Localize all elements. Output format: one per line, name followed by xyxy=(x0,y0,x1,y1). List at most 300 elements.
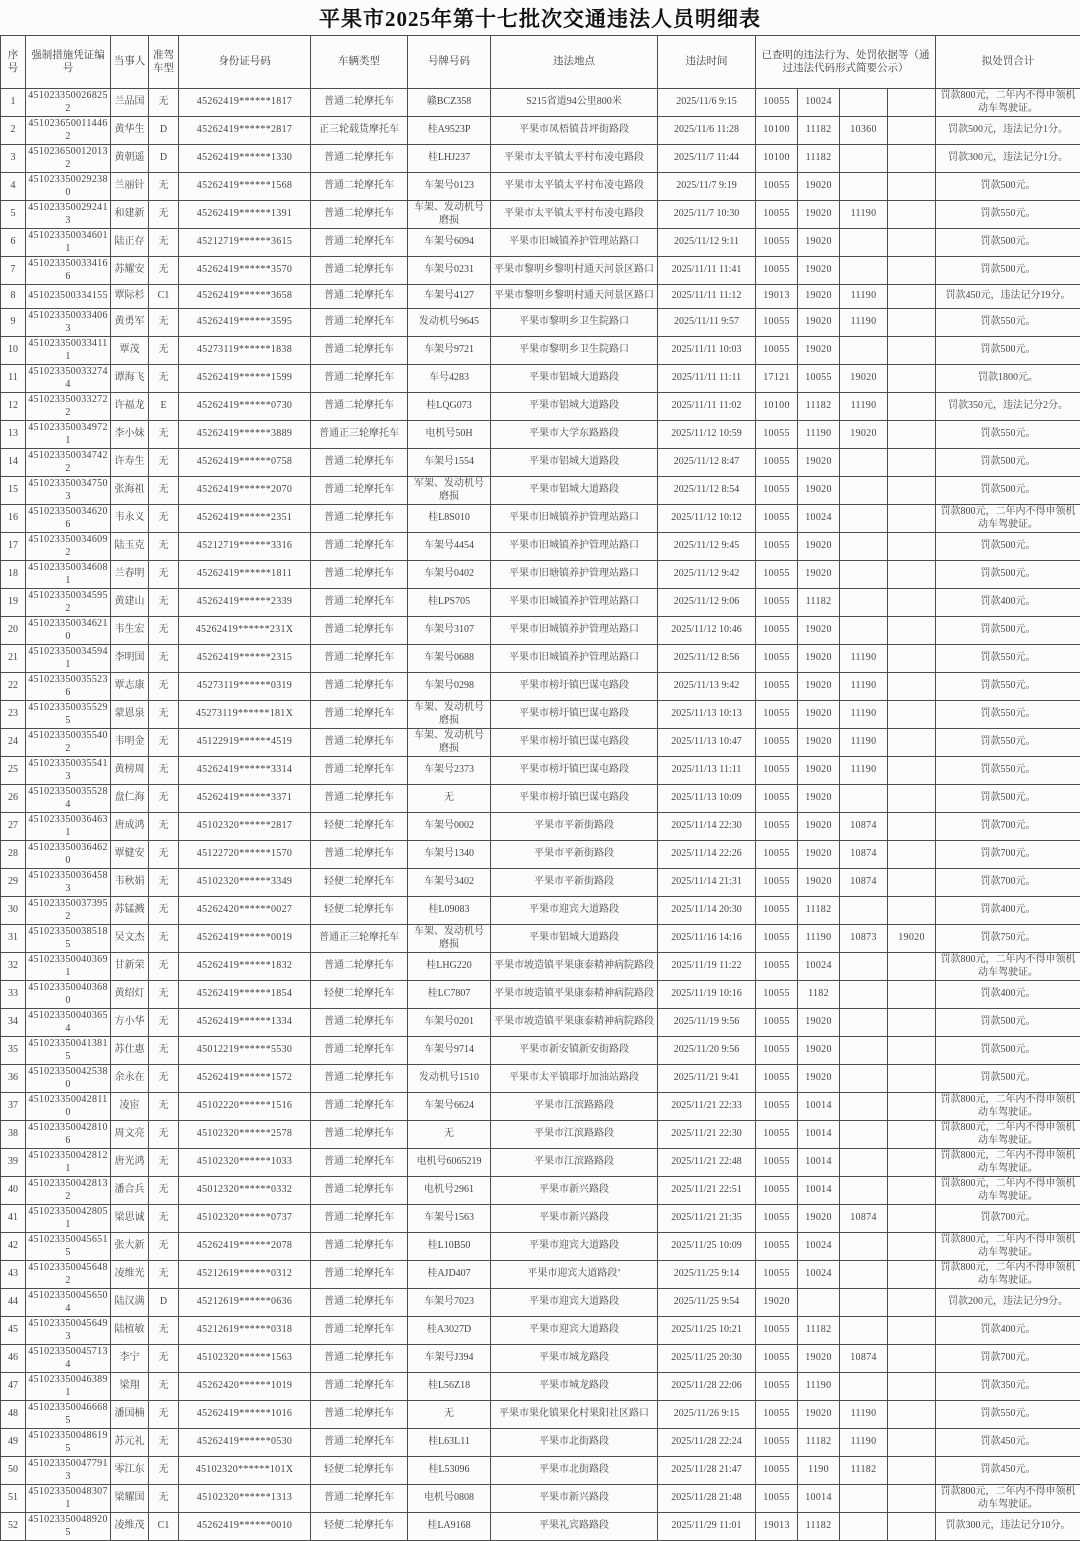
cell-party: 韦生宏 xyxy=(111,617,149,645)
cell-seq: 27 xyxy=(1,813,26,841)
cell-location: 平果市黎明乡卫生院路口 xyxy=(491,309,658,337)
cell-vehicle-type: 普通二轮摩托车 xyxy=(311,229,408,257)
cell-license-type: 无 xyxy=(149,589,179,617)
cell-plate-no: 车架号9721 xyxy=(408,337,491,365)
cell-seq: 4 xyxy=(1,173,26,201)
cell-plate-no: 车架号7023 xyxy=(408,1289,491,1317)
cell-penalty: 罚款700元。 xyxy=(936,813,1080,841)
cell-license-type: 无 xyxy=(149,645,179,673)
header-location: 违法地点 xyxy=(491,36,658,89)
cell-code-4 xyxy=(888,1457,936,1485)
cell-code-4 xyxy=(888,1065,936,1093)
cell-code-3 xyxy=(840,1289,888,1317)
cell-seq: 36 xyxy=(1,1065,26,1093)
cell-plate-no: 车架号0201 xyxy=(408,1009,491,1037)
cell-code-1: 10055 xyxy=(756,1261,798,1289)
cell-penalty: 罚款400元。 xyxy=(936,897,1080,925)
cell-code-3 xyxy=(840,533,888,561)
cell-code-2: 10055 xyxy=(798,365,840,393)
cell-voucher: 4510233500346081 xyxy=(26,561,111,589)
cell-plate-no: 桂AJD407 xyxy=(408,1261,491,1289)
cell-code-3: 11190 xyxy=(840,1429,888,1457)
header-vehicle-type: 车辆类型 xyxy=(311,36,408,89)
cell-time: 2025/11/12 8:56 xyxy=(658,645,756,673)
cell-code-4 xyxy=(888,729,936,757)
cell-code-3: 11190 xyxy=(840,673,888,701)
cell-code-3 xyxy=(840,477,888,505)
cell-code-1: 10100 xyxy=(756,117,798,145)
cell-id-number: 45212719******3615 xyxy=(179,229,311,257)
cell-location: 平果市新兴路段 xyxy=(491,1205,658,1233)
cell-code-2: 10014 xyxy=(798,1149,840,1177)
cell-location: 平果市城龙路段 xyxy=(491,1345,658,1373)
cell-time: 2025/11/14 20:30 xyxy=(658,897,756,925)
cell-code-2: 10014 xyxy=(798,1093,840,1121)
cell-code-4 xyxy=(888,617,936,645)
cell-license-type: 无 xyxy=(149,337,179,365)
cell-license-type: 无 xyxy=(149,309,179,337)
cell-id-number: 45262419******2078 xyxy=(179,1233,311,1261)
cell-code-4 xyxy=(888,1037,936,1065)
cell-id-number: 45262419******1334 xyxy=(179,1009,311,1037)
cell-location: 平果市迎宾大道路段’ xyxy=(491,1261,658,1289)
cell-code-4 xyxy=(888,505,936,533)
cell-plate-no: 车架号0231 xyxy=(408,257,491,285)
cell-code-4 xyxy=(888,813,936,841)
cell-code-4 xyxy=(888,1093,936,1121)
cell-voucher: 4510233500486195 xyxy=(26,1429,111,1457)
cell-license-type: 无 xyxy=(149,813,179,841)
cell-code-2: 19020 xyxy=(798,729,840,757)
cell-id-number: 45212619******0318 xyxy=(179,1317,311,1345)
cell-code-2: 11190 xyxy=(798,1373,840,1401)
cell-location: 平果市平新街路段 xyxy=(491,869,658,897)
cell-party: 黄华生 xyxy=(111,117,149,145)
cell-code-2: 11182 xyxy=(798,589,840,617)
cell-time: 2025/11/13 9:42 xyxy=(658,673,756,701)
cell-voucher: 4510233500355402 xyxy=(26,729,111,757)
cell-party: 唐光鸿 xyxy=(111,1149,149,1177)
cell-id-number: 45212619******0636 xyxy=(179,1289,311,1317)
header-seq: 序号 xyxy=(1,36,26,89)
cell-voucher: 4510233500345941 xyxy=(26,645,111,673)
cell-plate-no: 桂LPS705 xyxy=(408,589,491,617)
cell-penalty: 罚款500元，违法记分1分。 xyxy=(936,117,1080,145)
cell-vehicle-type: 普通二轮摩托车 xyxy=(311,1121,408,1149)
cell-party: 梁耀国 xyxy=(111,1485,149,1513)
cell-seq: 19 xyxy=(1,589,26,617)
cell-location: 平果市大学东路路段 xyxy=(491,421,658,449)
cell-code-3 xyxy=(840,1065,888,1093)
cell-code-2: 11182 xyxy=(798,1429,840,1457)
cell-id-number: 45262419******0530 xyxy=(179,1429,311,1457)
table-row xyxy=(1,89,1080,117)
cell-penalty: 罚款500元。 xyxy=(936,1037,1080,1065)
cell-party: 苏耀安 xyxy=(111,257,149,285)
cell-time: 2025/11/21 22:51 xyxy=(658,1177,756,1205)
cell-code-1: 10055 xyxy=(756,841,798,869)
cell-time: 2025/11/12 9:06 xyxy=(658,589,756,617)
cell-seq: 25 xyxy=(1,757,26,785)
header-license-type: 准驾车型 xyxy=(149,36,179,89)
cell-voucher: 4510233500346206 xyxy=(26,505,111,533)
cell-seq: 31 xyxy=(1,925,26,953)
cell-vehicle-type: 普通二轮摩托车 xyxy=(311,393,408,421)
cell-penalty: 罚款800元，二年内不得申领机动车驾驶证。 xyxy=(936,1261,1080,1289)
table-row xyxy=(1,1345,1080,1373)
cell-seq: 7 xyxy=(1,257,26,285)
cell-id-number: 45262419******3658 xyxy=(179,285,311,309)
cell-code-3 xyxy=(840,785,888,813)
cell-location: 平果市旧城镇养护管理站路口 xyxy=(491,229,658,257)
cell-code-3 xyxy=(840,173,888,201)
cell-penalty: 罚款500元。 xyxy=(936,229,1080,257)
cell-id-number: 45102320******1313 xyxy=(179,1485,311,1513)
cell-voucher: 4510233500334111 xyxy=(26,337,111,365)
cell-code-4 xyxy=(888,477,936,505)
cell-voucher: 4510233500292380 xyxy=(26,173,111,201)
cell-seq: 3 xyxy=(1,145,26,173)
cell-code-1: 10055 xyxy=(756,673,798,701)
cell-location: 平果市平新街路段 xyxy=(491,841,658,869)
cell-location: 平果市黎明乡卫生院路口 xyxy=(491,337,658,365)
cell-party: 梁翔 xyxy=(111,1373,149,1401)
cell-penalty: 罚款450元。 xyxy=(936,1429,1080,1457)
cell-code-2: 11182 xyxy=(798,897,840,925)
cell-time: 2025/11/19 10:16 xyxy=(658,981,756,1009)
cell-id-number: 45262419******3371 xyxy=(179,785,311,813)
table-row xyxy=(1,1513,1080,1541)
cell-license-type: 无 xyxy=(149,173,179,201)
cell-voucher: 4510233500347422 xyxy=(26,449,111,477)
cell-seq: 8 xyxy=(1,285,26,309)
cell-party: 凌宦 xyxy=(111,1093,149,1121)
table-row xyxy=(1,477,1080,505)
cell-vehicle-type: 普通二轮摩托车 xyxy=(311,365,408,393)
cell-plate-no: 发动机号9645 xyxy=(408,309,491,337)
cell-code-4 xyxy=(888,1233,936,1261)
cell-code-3: 19020 xyxy=(840,421,888,449)
cell-license-type: 无 xyxy=(149,729,179,757)
cell-party: 黄勇军 xyxy=(111,309,149,337)
cell-code-3 xyxy=(840,1009,888,1037)
table-row xyxy=(1,309,1080,337)
cell-time: 2025/11/7 11:44 xyxy=(658,145,756,173)
cell-plate-no: 无 xyxy=(408,785,491,813)
cell-id-number: 45262419******1599 xyxy=(179,365,311,393)
cell-plate-no: 桂LA9168 xyxy=(408,1513,491,1541)
cell-code-4 xyxy=(888,89,936,117)
cell-location: 平果市旧城镇养护管理站路口 xyxy=(491,505,658,533)
cell-seq: 46 xyxy=(1,1345,26,1373)
cell-time: 2025/11/28 22:24 xyxy=(658,1429,756,1457)
cell-location: 平果市坡造镇平果康泰精神病院路段 xyxy=(491,1009,658,1037)
cell-id-number: 45262419******2351 xyxy=(179,505,311,533)
cell-id-number: 45262419******0010 xyxy=(179,1513,311,1541)
cell-location: 平果市新安镇新安街路段 xyxy=(491,1037,658,1065)
cell-location: 平果市迎宾大道路段 xyxy=(491,1289,658,1317)
cell-plate-no: 车架号1554 xyxy=(408,449,491,477)
cell-time: 2025/11/21 22:30 xyxy=(658,1121,756,1149)
cell-seq: 12 xyxy=(1,393,26,421)
cell-penalty: 罚款1800元。 xyxy=(936,365,1080,393)
cell-license-type: 无 xyxy=(149,1485,179,1513)
cell-code-3 xyxy=(840,1485,888,1513)
cell-id-number: 45262419******1832 xyxy=(179,953,311,981)
cell-code-4 xyxy=(888,1513,936,1541)
table-row xyxy=(1,173,1080,201)
cell-code-2: 19020 xyxy=(798,533,840,561)
table-row xyxy=(1,813,1080,841)
table-row xyxy=(1,953,1080,981)
cell-voucher: 4510233500385185 xyxy=(26,925,111,953)
cell-location: 平果市城龙路段 xyxy=(491,1373,658,1401)
cell-time: 2025/11/6 9:15 xyxy=(658,89,756,117)
cell-seq: 51 xyxy=(1,1485,26,1513)
cell-penalty: 罚款500元。 xyxy=(936,257,1080,285)
cell-license-type: 无 xyxy=(149,981,179,1009)
cell-party: 苏锰溅 xyxy=(111,897,149,925)
cell-party: 李小妹 xyxy=(111,421,149,449)
cell-id-number: 45102320******2578 xyxy=(179,1121,311,1149)
cell-license-type: 无 xyxy=(149,1429,179,1457)
cell-voucher: 4510233500457134 xyxy=(26,1345,111,1373)
cell-code-1: 10055 xyxy=(756,1121,798,1149)
cell-code-1: 10055 xyxy=(756,1373,798,1401)
cell-seq: 20 xyxy=(1,617,26,645)
cell-code-3: 10874 xyxy=(840,813,888,841)
cell-seq: 15 xyxy=(1,477,26,505)
cell-license-type: 无 xyxy=(149,89,179,117)
cell-time: 2025/11/12 8:54 xyxy=(658,477,756,505)
cell-code-3: 11190 xyxy=(840,309,888,337)
cell-code-3 xyxy=(840,1093,888,1121)
table-row xyxy=(1,701,1080,729)
cell-code-2: 11182 xyxy=(798,393,840,421)
cell-code-4 xyxy=(888,229,936,257)
cell-license-type: 无 xyxy=(149,1149,179,1177)
cell-code-1: 10055 xyxy=(756,201,798,229)
cell-location: 平果市铝城大道路段 xyxy=(491,449,658,477)
cell-code-3 xyxy=(840,1317,888,1345)
cell-vehicle-type: 普通二轮摩托车 xyxy=(311,1037,408,1065)
cell-seq: 24 xyxy=(1,729,26,757)
header-codes: 已查明的违法行为、处罚依据等（通过违法代码形式简要公示） xyxy=(756,36,936,89)
cell-plate-no: 桂LHG220 xyxy=(408,953,491,981)
cell-plate-no: 桂L63L11 xyxy=(408,1429,491,1457)
cell-code-4 xyxy=(888,953,936,981)
cell-code-1: 10055 xyxy=(756,1093,798,1121)
cell-seq: 29 xyxy=(1,869,26,897)
cell-code-3: 10874 xyxy=(840,841,888,869)
cell-code-3 xyxy=(840,617,888,645)
cell-code-2: 19020 xyxy=(798,645,840,673)
cell-seq: 38 xyxy=(1,1121,26,1149)
cell-vehicle-type: 正三轮载货摩托车 xyxy=(311,117,408,145)
cell-code-4 xyxy=(888,285,936,309)
cell-plate-no: 桂A3027D xyxy=(408,1317,491,1345)
cell-seq: 48 xyxy=(1,1401,26,1429)
cell-location: 平果市迎宾大道路段 xyxy=(491,1317,658,1345)
cell-id-number: 45262420******0027 xyxy=(179,897,311,925)
cell-id-number: 45262419******1854 xyxy=(179,981,311,1009)
cell-voucher: 4510233500364620 xyxy=(26,841,111,869)
cell-code-3: 10873 xyxy=(840,925,888,953)
cell-vehicle-type: 普通二轮摩托车 xyxy=(311,309,408,337)
cell-voucher: 4510233500425380 xyxy=(26,1065,111,1093)
cell-code-3 xyxy=(840,1233,888,1261)
cell-license-type: 无 xyxy=(149,229,179,257)
cell-license-type: 无 xyxy=(149,1121,179,1149)
header-plate-no: 号牌号码 xyxy=(408,36,491,89)
cell-license-type: 无 xyxy=(149,701,179,729)
cell-vehicle-type: 普通二轮摩托车 xyxy=(311,1317,408,1345)
cell-party: 陆植敏 xyxy=(111,1317,149,1345)
cell-penalty: 罚款550元。 xyxy=(936,757,1080,785)
cell-code-2: 19020 xyxy=(798,257,840,285)
cell-id-number: 45273119******0319 xyxy=(179,673,311,701)
table-row xyxy=(1,1121,1080,1149)
cell-plate-no: 车架号6094 xyxy=(408,229,491,257)
cell-vehicle-type: 轻便二轮摩托车 xyxy=(311,981,408,1009)
cell-time: 2025/11/13 10:47 xyxy=(658,729,756,757)
cell-penalty: 罚款700元。 xyxy=(936,1345,1080,1373)
cell-code-3 xyxy=(840,1261,888,1289)
table-row xyxy=(1,897,1080,925)
cell-location: 平果市榜圩镇巴谋屯路段 xyxy=(491,701,658,729)
cell-plate-no: 车架号4454 xyxy=(408,533,491,561)
cell-voucher: 4510233500355295 xyxy=(26,701,111,729)
cell-penalty: 罚款550元。 xyxy=(936,701,1080,729)
cell-plate-no: 车架号4127 xyxy=(408,285,491,309)
table-row xyxy=(1,785,1080,813)
cell-time: 2025/11/11 11:12 xyxy=(658,285,756,309)
cell-code-3: 10874 xyxy=(840,869,888,897)
table-row xyxy=(1,393,1080,421)
cell-code-2: 10024 xyxy=(798,953,840,981)
cell-code-3 xyxy=(840,953,888,981)
cell-time: 2025/11/11 11:41 xyxy=(658,257,756,285)
cell-party: 苏元礼 xyxy=(111,1429,149,1457)
table-row xyxy=(1,257,1080,285)
cell-code-2: 19020 xyxy=(798,1205,840,1233)
table-row xyxy=(1,421,1080,449)
cell-time: 2025/11/26 9:15 xyxy=(658,1401,756,1429)
cell-seq: 32 xyxy=(1,953,26,981)
cell-license-type: 无 xyxy=(149,673,179,701)
cell-code-2: 11182 xyxy=(798,117,840,145)
cell-voucher: 4510233500364631 xyxy=(26,813,111,841)
cell-code-1: 10100 xyxy=(756,393,798,421)
cell-code-2: 11182 xyxy=(798,1513,840,1541)
cell-time: 2025/11/13 10:09 xyxy=(658,785,756,813)
cell-code-4 xyxy=(888,673,936,701)
cell-time: 2025/11/20 9:56 xyxy=(658,1037,756,1065)
cell-vehicle-type: 普通二轮摩托车 xyxy=(311,589,408,617)
cell-seq: 9 xyxy=(1,309,26,337)
cell-code-4 xyxy=(888,117,936,145)
cell-license-type: 无 xyxy=(149,785,179,813)
cell-penalty: 罚款450元。 xyxy=(936,1457,1080,1485)
header-row xyxy=(1,36,1080,89)
cell-code-3 xyxy=(840,1037,888,1065)
cell-code-4 xyxy=(888,533,936,561)
cell-party: 韦明金 xyxy=(111,729,149,757)
cell-voucher: 4510233500403680 xyxy=(26,981,111,1009)
cell-code-1: 10055 xyxy=(756,729,798,757)
cell-plate-no: 车号4283 xyxy=(408,365,491,393)
cell-code-4 xyxy=(888,589,936,617)
cell-license-type: D xyxy=(149,1289,179,1317)
cell-seq: 14 xyxy=(1,449,26,477)
cell-vehicle-type: 普通二轮摩托车 xyxy=(311,1149,408,1177)
cell-plate-no: 车架号J394 xyxy=(408,1345,491,1373)
cell-code-1: 10055 xyxy=(756,1177,798,1205)
cell-id-number: 45262419******1330 xyxy=(179,145,311,173)
cell-code-2: 19020 xyxy=(798,229,840,257)
cell-party: 覃健安 xyxy=(111,841,149,869)
cell-voucher: 4510233500349721 xyxy=(26,421,111,449)
cell-seq: 33 xyxy=(1,981,26,1009)
cell-license-type: C1 xyxy=(149,1513,179,1541)
cell-code-4 xyxy=(888,337,936,365)
cell-code-1: 10055 xyxy=(756,1009,798,1037)
cell-voucher: 4510233500346011 xyxy=(26,229,111,257)
table-header xyxy=(1,36,1080,89)
cell-code-1: 10055 xyxy=(756,1317,798,1345)
cell-party: 周文亮 xyxy=(111,1121,149,1149)
cell-code-2: 19020 xyxy=(798,813,840,841)
cell-code-2: 1190 xyxy=(798,1457,840,1485)
cell-penalty: 罚款350元，违法记分2分。 xyxy=(936,393,1080,421)
cell-license-type: 无 xyxy=(149,533,179,561)
cell-location: 平果市铝城大道路段 xyxy=(491,393,658,421)
cell-id-number: 45262419******0019 xyxy=(179,925,311,953)
cell-code-3: 11190 xyxy=(840,285,888,309)
cell-voucher: 4510233500463891 xyxy=(26,1373,111,1401)
cell-license-type: 无 xyxy=(149,1345,179,1373)
cell-code-1: 10055 xyxy=(756,869,798,897)
cell-code-1: 10055 xyxy=(756,449,798,477)
cell-time: 2025/11/25 10:21 xyxy=(658,1317,756,1345)
cell-license-type: 无 xyxy=(149,869,179,897)
cell-party: 黄建山 xyxy=(111,589,149,617)
cell-id-number: 45102320******3349 xyxy=(179,869,311,897)
cell-vehicle-type: 普通二轮摩托车 xyxy=(311,145,408,173)
cell-code-3: 11190 xyxy=(840,757,888,785)
violations-table xyxy=(0,35,1080,1541)
cell-code-1: 10055 xyxy=(756,1345,798,1373)
cell-code-1: 10055 xyxy=(756,257,798,285)
cell-code-4 xyxy=(888,841,936,869)
cell-location: 平果市铝城大道路段 xyxy=(491,925,658,953)
cell-code-4 xyxy=(888,701,936,729)
cell-license-type: 无 xyxy=(149,477,179,505)
cell-code-4 xyxy=(888,645,936,673)
cell-code-2: 10024 xyxy=(798,1261,840,1289)
cell-seq: 22 xyxy=(1,673,26,701)
cell-code-1: 10055 xyxy=(756,421,798,449)
cell-time: 2025/11/16 14:16 xyxy=(658,925,756,953)
cell-seq: 10 xyxy=(1,337,26,365)
cell-id-number: 45262419******3314 xyxy=(179,757,311,785)
cell-code-4 xyxy=(888,757,936,785)
cell-id-number: 45212619******0312 xyxy=(179,1261,311,1289)
cell-voucher: 4510233500489205 xyxy=(26,1513,111,1541)
cell-code-2: 19020 xyxy=(798,1037,840,1065)
cell-location: S215省道94公里800米 xyxy=(491,89,658,117)
cell-code-4 xyxy=(888,145,936,173)
